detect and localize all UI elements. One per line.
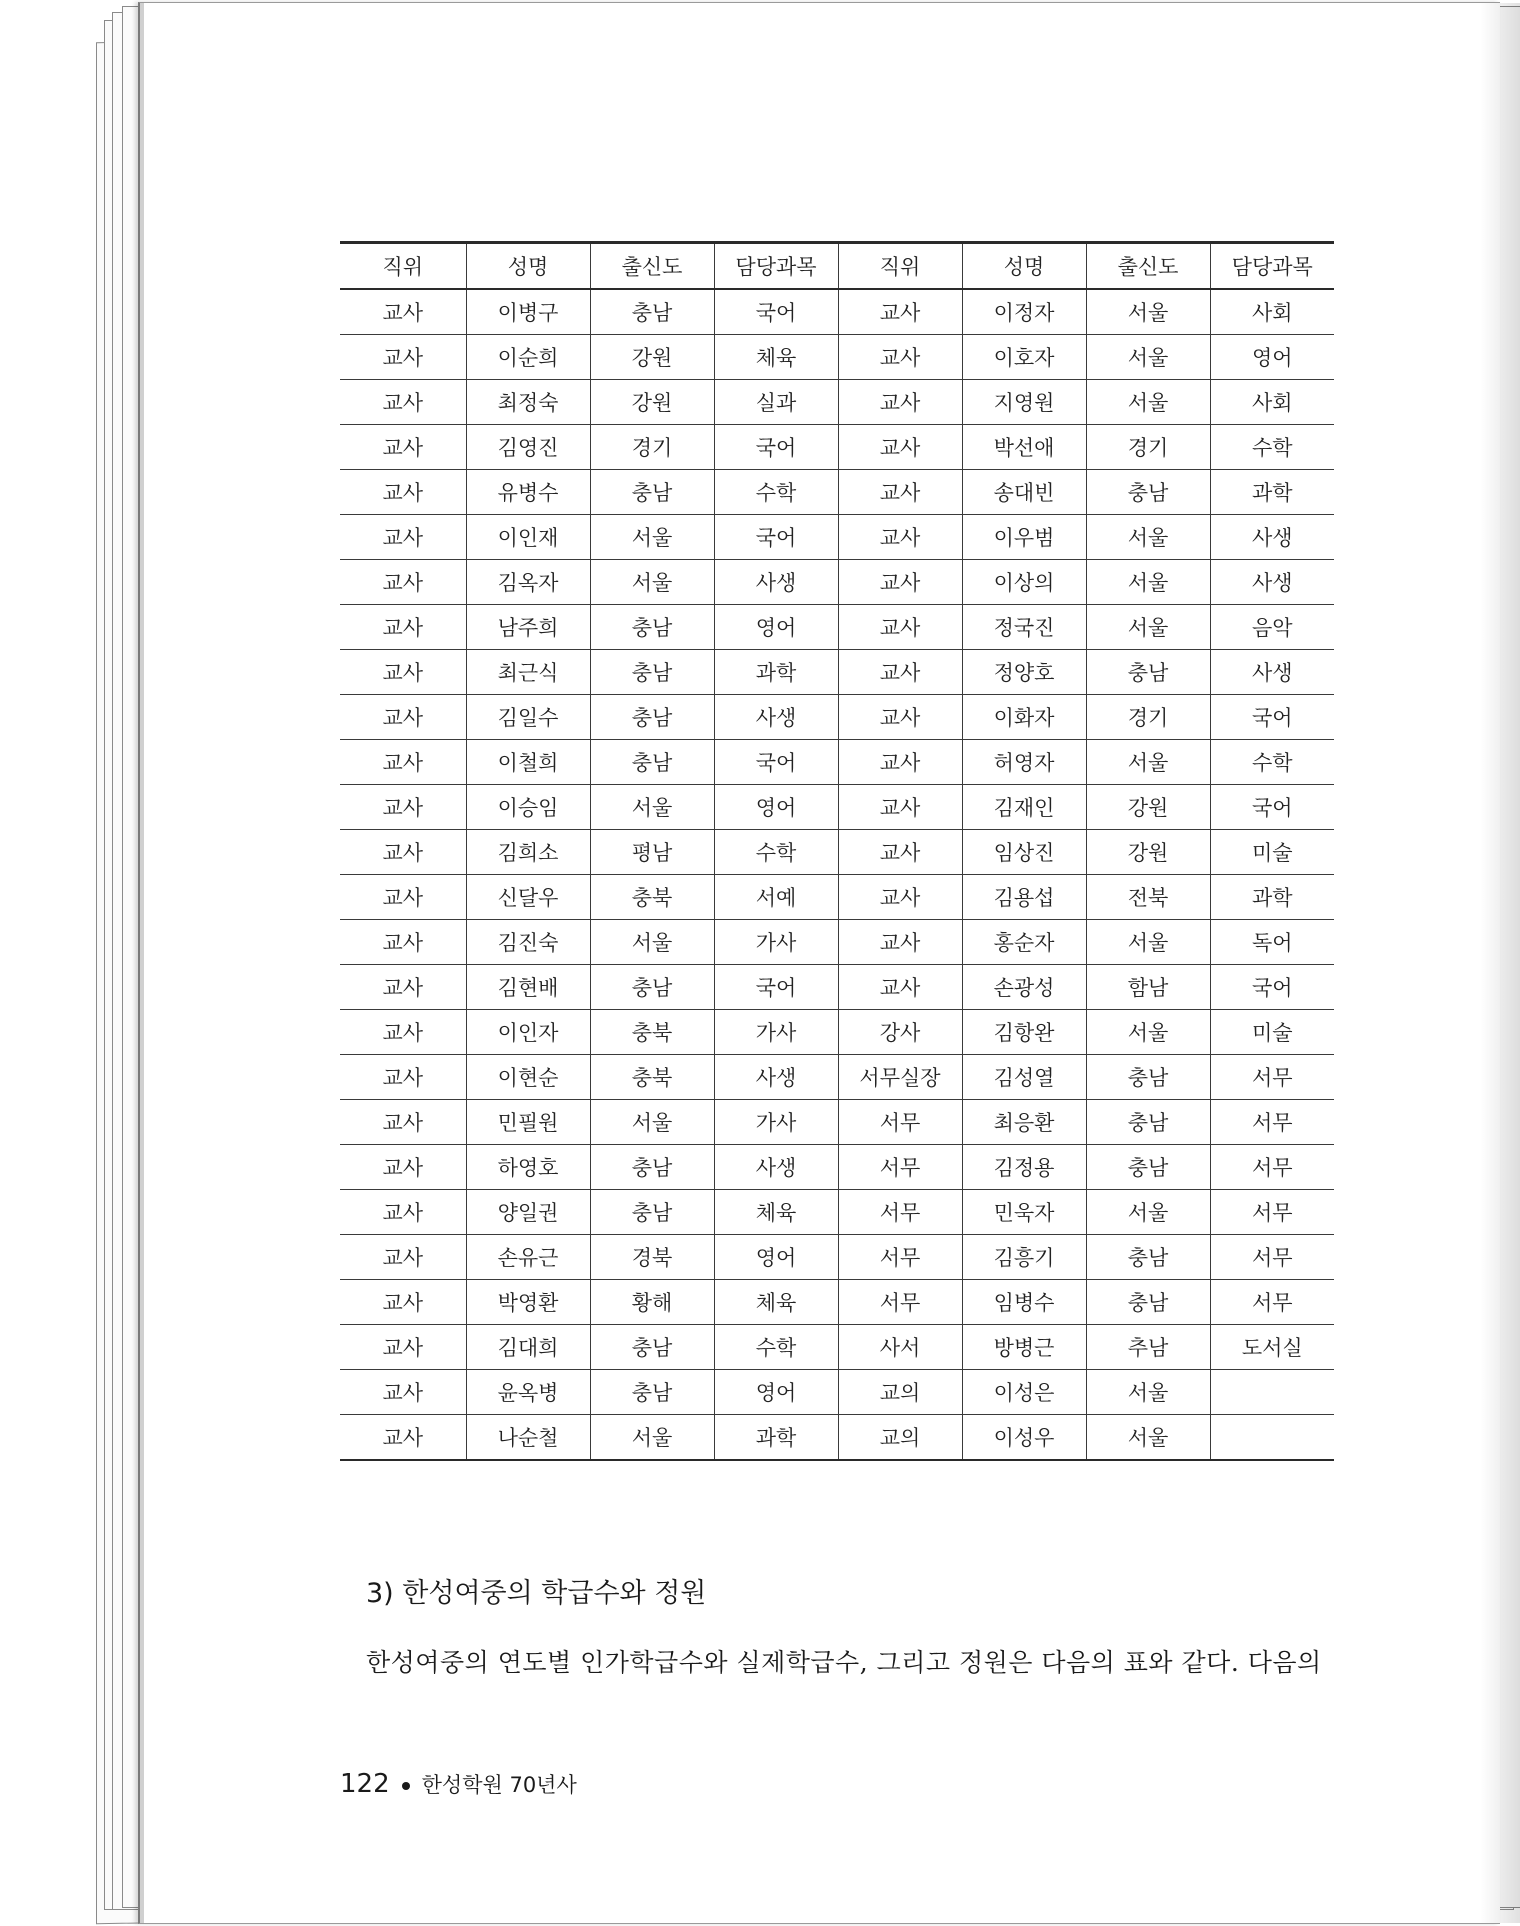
table-row: [340, 380, 1334, 425]
table-cell: 교사: [340, 650, 466, 695]
table-cell: 미술: [1210, 1010, 1334, 1055]
table-cell: 충남: [1086, 1235, 1210, 1280]
table-cell: 정양호: [962, 650, 1086, 695]
table-cell: 서무: [1210, 1235, 1334, 1280]
table-cell: 유병수: [466, 470, 590, 515]
body-paragraph: 한성여중의 연도별 인가학급수와 실제학급수, 그리고 정원은 다음의 표와 같다. 다음의: [366, 1648, 1322, 1677]
table-cell: 국어: [1210, 695, 1334, 740]
table-row: [340, 425, 1334, 470]
table-cell: 서울: [590, 1415, 714, 1461]
table-cell: 민필원: [466, 1100, 590, 1145]
table-cell: 교사: [838, 650, 962, 695]
table-cell: 경북: [590, 1235, 714, 1280]
table-cell: 김대희: [466, 1325, 590, 1370]
table-cell: 과학: [714, 1415, 838, 1461]
table-cell: 교사: [340, 695, 466, 740]
section-heading: 3) 한성여중의 학급수와 정원: [366, 1578, 707, 1609]
table-cell: 교사: [340, 335, 466, 380]
table-cell: 김흥기: [962, 1235, 1086, 1280]
table-cell: 충남: [1086, 1055, 1210, 1100]
table-cell: 교사: [340, 1235, 466, 1280]
table-cell: 이성은: [962, 1370, 1086, 1415]
table-cell: 과학: [714, 650, 838, 695]
table-cell: 가사: [714, 920, 838, 965]
table-cell: 허영자: [962, 740, 1086, 785]
table-cell: 김희소: [466, 830, 590, 875]
table-cell: 김현배: [466, 965, 590, 1010]
table-cell: 홍순자: [962, 920, 1086, 965]
table-cell: 영어: [1210, 335, 1334, 380]
table-cell: 정국진: [962, 605, 1086, 650]
table-cell: 과학: [1210, 470, 1334, 515]
table-cell: 국어: [714, 740, 838, 785]
table-cell: 이철희: [466, 740, 590, 785]
table-cell: 서무: [838, 1190, 962, 1235]
table-cell: 체육: [714, 335, 838, 380]
table-cell: 최근식: [466, 650, 590, 695]
table-cell: 교사: [340, 830, 466, 875]
table-cell: 이인자: [466, 1010, 590, 1055]
table-cell: 민욱자: [962, 1190, 1086, 1235]
table-cell: 서울: [1086, 335, 1210, 380]
column-header: 담당과목: [1210, 243, 1334, 290]
table-cell: 국어: [1210, 785, 1334, 830]
table-cell: 충남: [590, 650, 714, 695]
table-cell: 교사: [340, 1325, 466, 1370]
table-cell: 경기: [1086, 425, 1210, 470]
table-cell: 서울: [1086, 1190, 1210, 1235]
table-cell: 강원: [590, 335, 714, 380]
table-cell: 교사: [838, 470, 962, 515]
table-cell: 임상진: [962, 830, 1086, 875]
table-cell: 충남: [590, 740, 714, 785]
table-cell: 교사: [340, 1100, 466, 1145]
table-row: [340, 1325, 1334, 1370]
table-cell: 충남: [590, 695, 714, 740]
table-cell: 하영호: [466, 1145, 590, 1190]
table-cell: 서울: [1086, 515, 1210, 560]
table-cell: 국어: [1210, 965, 1334, 1010]
table-cell: 교사: [340, 1370, 466, 1415]
table-cell: 송대빈: [962, 470, 1086, 515]
table-cell: 교사: [838, 380, 962, 425]
table-cell: 김항완: [962, 1010, 1086, 1055]
table-row: [340, 1055, 1334, 1100]
table-cell: 이상의: [962, 560, 1086, 605]
table-cell: 충남: [1086, 470, 1210, 515]
table-cell: 교사: [838, 335, 962, 380]
table-cell: 충북: [590, 875, 714, 920]
table-cell: 최정숙: [466, 380, 590, 425]
table-cell: 강원: [1086, 785, 1210, 830]
table-cell: 평남: [590, 830, 714, 875]
table-cell: 이화자: [962, 695, 1086, 740]
table-cell: 서울: [1086, 380, 1210, 425]
table-cell: 충남: [590, 470, 714, 515]
table-cell: 이병구: [466, 289, 590, 335]
table-cell: 손광성: [962, 965, 1086, 1010]
table-row: [340, 1190, 1334, 1235]
table-cell: 영어: [714, 605, 838, 650]
table-cell: 사생: [714, 1055, 838, 1100]
table-cell: 사생: [714, 695, 838, 740]
table-cell: 수학: [1210, 740, 1334, 785]
table-cell: 충남: [590, 1190, 714, 1235]
table-cell: 이우범: [962, 515, 1086, 560]
column-header: 담당과목: [714, 243, 838, 290]
column-header: 출신도: [590, 243, 714, 290]
table-cell: 교사: [340, 1415, 466, 1461]
table-cell: 교사: [838, 965, 962, 1010]
table-cell: 서울: [590, 1100, 714, 1145]
table-cell: 과학: [1210, 875, 1334, 920]
table-row: [340, 740, 1334, 785]
table-row: [340, 470, 1334, 515]
table-cell: 남주희: [466, 605, 590, 650]
column-header: 출신도: [1086, 243, 1210, 290]
table-cell: 교사: [340, 1280, 466, 1325]
column-header: 성명: [466, 243, 590, 290]
table-row: [340, 650, 1334, 695]
table-cell: 사서: [838, 1325, 962, 1370]
table-cell: 황해: [590, 1280, 714, 1325]
table-cell: 교의: [838, 1370, 962, 1415]
table-cell: 교사: [340, 605, 466, 650]
table-row: [340, 695, 1334, 740]
table-row: [340, 965, 1334, 1010]
table-row: [340, 875, 1334, 920]
table-cell: 서무: [1210, 1190, 1334, 1235]
page-shadow: [1480, 3, 1520, 1923]
table-cell: 서울: [590, 515, 714, 560]
table-row: [340, 830, 1334, 875]
table-cell: 김용섭: [962, 875, 1086, 920]
table-cell: 이인재: [466, 515, 590, 560]
table-cell: 교사: [838, 425, 962, 470]
table-cell: 교사: [838, 875, 962, 920]
table-cell: 체육: [714, 1280, 838, 1325]
table-cell: 교사: [340, 920, 466, 965]
table-cell: 경기: [1086, 695, 1210, 740]
table-cell: 임병수: [962, 1280, 1086, 1325]
table-row: [340, 1010, 1334, 1055]
table-cell: 나순철: [466, 1415, 590, 1461]
table-cell: 국어: [714, 289, 838, 335]
table-cell: 김영진: [466, 425, 590, 470]
table-cell: 독어: [1210, 920, 1334, 965]
table-cell: 교사: [340, 785, 466, 830]
table-cell: 사생: [1210, 515, 1334, 560]
table-cell: 충남: [590, 1370, 714, 1415]
table-cell: 서무: [1210, 1280, 1334, 1325]
table-row: [340, 1415, 1334, 1461]
table-cell: 이정자: [962, 289, 1086, 335]
table-cell: 윤옥병: [466, 1370, 590, 1415]
table-cell: 교사: [838, 785, 962, 830]
table-cell: 교사: [340, 425, 466, 470]
table-cell: 충남: [1086, 650, 1210, 695]
table-cell: 김옥자: [466, 560, 590, 605]
page-number: 122: [340, 1769, 390, 1799]
table-cell: 서울: [1086, 920, 1210, 965]
table-cell: 사생: [1210, 650, 1334, 695]
table-cell: 충남: [1086, 1100, 1210, 1145]
table-cell: 미술: [1210, 830, 1334, 875]
table-cell: 서울: [590, 560, 714, 605]
table-row: [340, 289, 1334, 335]
table-cell: 교의: [838, 1415, 962, 1461]
table-cell: 서예: [714, 875, 838, 920]
table-cell: 이성우: [962, 1415, 1086, 1461]
table-cell: 충남: [590, 289, 714, 335]
bullet-separator: [402, 1782, 410, 1790]
table-cell: 서무: [838, 1145, 962, 1190]
table-cell: 교사: [838, 605, 962, 650]
table-cell: 전북: [1086, 875, 1210, 920]
table-row: [340, 1370, 1334, 1415]
table-cell: 영어: [714, 785, 838, 830]
table-cell: 도서실: [1210, 1325, 1334, 1370]
table-cell: 교사: [838, 289, 962, 335]
table-cell: 서무실장: [838, 1055, 962, 1100]
table-cell: 수학: [714, 470, 838, 515]
table-cell: 서무: [838, 1235, 962, 1280]
table-cell: 충북: [590, 1055, 714, 1100]
table-cell: 교사: [340, 380, 466, 425]
table-cell: 함남: [1086, 965, 1210, 1010]
table-cell: 가사: [714, 1010, 838, 1055]
table-row: [340, 1280, 1334, 1325]
table-row: [340, 1100, 1334, 1145]
table-cell: 교사: [340, 470, 466, 515]
table-cell: 국어: [714, 515, 838, 560]
table-cell: 수학: [714, 1325, 838, 1370]
table-cell: 이호자: [962, 335, 1086, 380]
table-cell: 강원: [1086, 830, 1210, 875]
table-cell: 지영원: [962, 380, 1086, 425]
table-cell: 교사: [838, 560, 962, 605]
table-cell: 충남: [590, 1325, 714, 1370]
table-cell: 박선애: [962, 425, 1086, 470]
table-cell: 서울: [1086, 560, 1210, 605]
table-cell: 서울: [1086, 1010, 1210, 1055]
page-footer: [340, 1769, 577, 1799]
table-cell: 교사: [340, 965, 466, 1010]
table-cell: 사생: [714, 1145, 838, 1190]
table-cell: 서울: [1086, 605, 1210, 650]
page-spine: [140, 3, 144, 1923]
table-cell: 경기: [590, 425, 714, 470]
table-cell: 교사: [340, 560, 466, 605]
table-row: [340, 920, 1334, 965]
table-cell: 수학: [1210, 425, 1334, 470]
table-cell: 방병근: [962, 1325, 1086, 1370]
table-cell: 가사: [714, 1100, 838, 1145]
table-cell: 충남: [1086, 1145, 1210, 1190]
table-cell: 강사: [838, 1010, 962, 1055]
table-cell: 김재인: [962, 785, 1086, 830]
table-cell: 교사: [838, 830, 962, 875]
table-cell: 사회: [1210, 380, 1334, 425]
column-header: 직위: [340, 243, 466, 290]
table-cell: 최응환: [962, 1100, 1086, 1145]
table-cell: 음악: [1210, 605, 1334, 650]
table-row: [340, 335, 1334, 380]
book-page: [138, 2, 1500, 1924]
table-body: [340, 289, 1334, 1460]
table-cell: 교사: [340, 515, 466, 560]
table-cell: 국어: [714, 425, 838, 470]
table-cell: 손유근: [466, 1235, 590, 1280]
table-cell: 교사: [340, 1145, 466, 1190]
table-cell: 수학: [714, 830, 838, 875]
table-cell: 서무: [1210, 1100, 1334, 1145]
table-cell: 교사: [838, 695, 962, 740]
table-cell: 충남: [1086, 1280, 1210, 1325]
table-cell: 서무: [1210, 1055, 1334, 1100]
table-cell: 실과: [714, 380, 838, 425]
table-cell: 영어: [714, 1370, 838, 1415]
table-cell: 서무: [838, 1100, 962, 1145]
table-cell: 서울: [1086, 289, 1210, 335]
table-cell: 서무: [838, 1280, 962, 1325]
table-cell: 체육: [714, 1190, 838, 1235]
table-cell: 교사: [340, 289, 466, 335]
table-cell: 교사: [838, 740, 962, 785]
table-cell: 서울: [1086, 1415, 1210, 1461]
table-cell: 서울: [1086, 1370, 1210, 1415]
column-header: 직위: [838, 243, 962, 290]
table-cell: 사회: [1210, 289, 1334, 335]
table-row: [340, 1145, 1334, 1190]
staff-roster-table: [340, 241, 1334, 1461]
table-cell: [1210, 1370, 1334, 1415]
table-cell: 국어: [714, 965, 838, 1010]
table-cell: 교사: [340, 740, 466, 785]
table-cell: 김성열: [962, 1055, 1086, 1100]
table-header: [340, 243, 1334, 290]
table-cell: 교사: [340, 1190, 466, 1235]
table-cell: [1210, 1415, 1334, 1461]
table-cell: 충남: [590, 965, 714, 1010]
table-cell: 양일권: [466, 1190, 590, 1235]
table-cell: 교사: [838, 920, 962, 965]
table-cell: 김일수: [466, 695, 590, 740]
book-title: 한성학원 70년사: [421, 1773, 577, 1797]
table-row: [340, 1235, 1334, 1280]
table-cell: 교사: [340, 875, 466, 920]
table-cell: 박영환: [466, 1280, 590, 1325]
table-cell: 이승임: [466, 785, 590, 830]
table-cell: 교사: [340, 1010, 466, 1055]
table-cell: 추남: [1086, 1325, 1210, 1370]
table-cell: 교사: [838, 515, 962, 560]
table-row: [340, 785, 1334, 830]
table-cell: 충북: [590, 1010, 714, 1055]
table-cell: 신달우: [466, 875, 590, 920]
table-cell: 서무: [1210, 1145, 1334, 1190]
table-cell: 교사: [340, 1055, 466, 1100]
table-cell: 사생: [1210, 560, 1334, 605]
table-cell: 충남: [590, 605, 714, 650]
table-cell: 강원: [590, 380, 714, 425]
table-cell: 서울: [590, 920, 714, 965]
table-row: [340, 515, 1334, 560]
table-row: [340, 560, 1334, 605]
table-cell: 김정용: [962, 1145, 1086, 1190]
table-cell: 영어: [714, 1235, 838, 1280]
table-cell: 충남: [590, 1145, 714, 1190]
table-cell: 서울: [590, 785, 714, 830]
table-cell: 사생: [714, 560, 838, 605]
table-cell: 김진숙: [466, 920, 590, 965]
table-cell: 이현순: [466, 1055, 590, 1100]
table-cell: 이순희: [466, 335, 590, 380]
table-row: [340, 605, 1334, 650]
column-header: 성명: [962, 243, 1086, 290]
table-cell: 서울: [1086, 740, 1210, 785]
